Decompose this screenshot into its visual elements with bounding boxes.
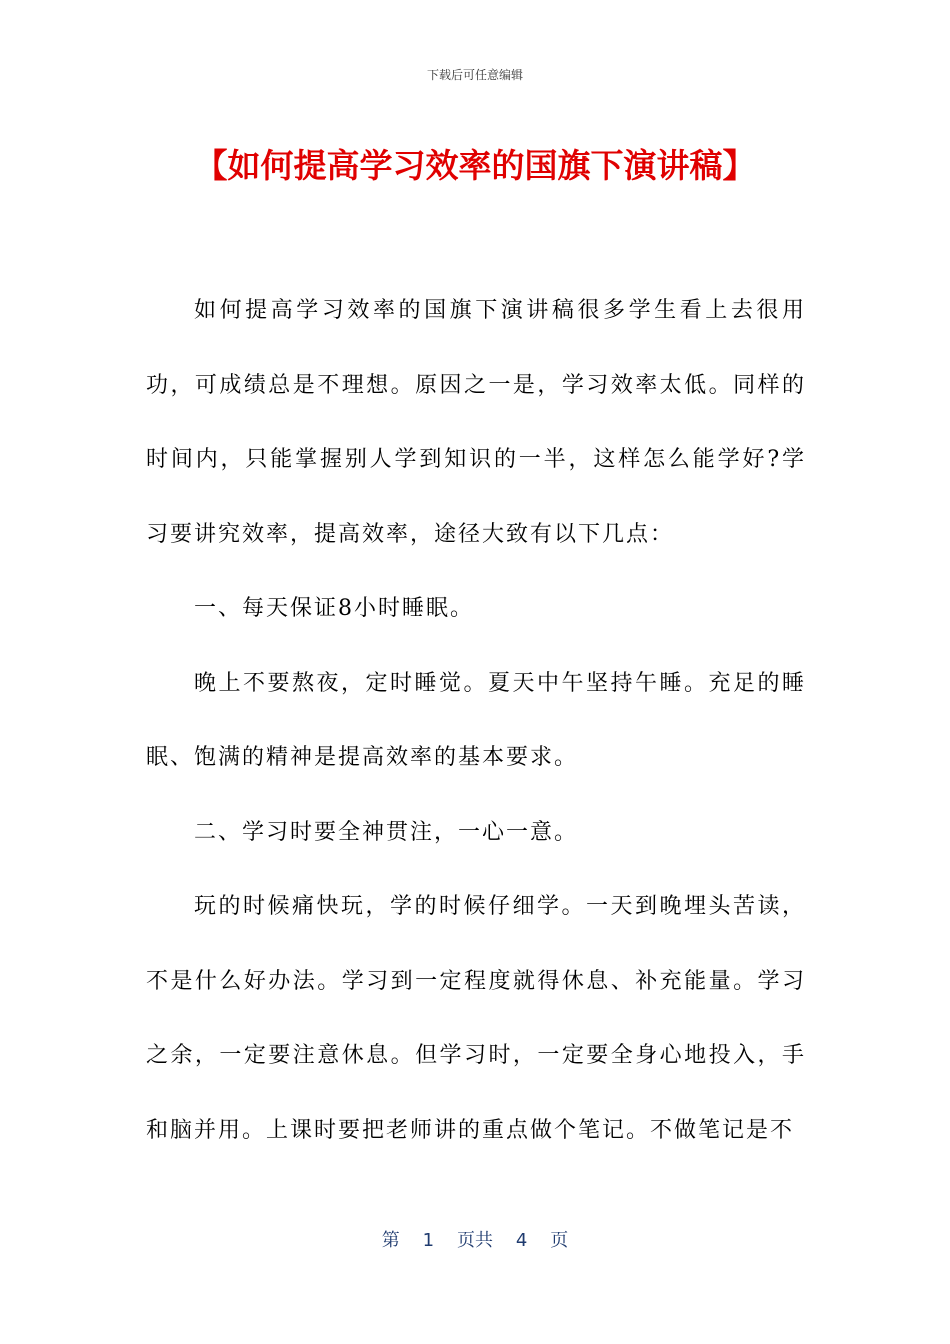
- footer-label-of: 页共: [457, 1230, 493, 1251]
- footer-current-page: 1: [422, 1230, 435, 1251]
- paragraph-point-one-body: 晚上不要熬夜，定时睡觉。夏天中午坚持午睡。充足的睡眠、饱满的精神是提高效率的基本要求。: [146, 670, 806, 770]
- paragraph-point-two-body: 玩的时候痛快玩，学的时候仔细学。一天到晚埋头苦读，不是什么好办法。学习到一定程度就得休息、补充能量。学习之余，一定要注意休息。但学习时，一定要全身心地投入，手和脑并用。上课时要把老师讲的重点做个笔记。不做笔记是不: [146, 894, 806, 1143]
- paragraph-intro: 如何提高学习效率的国旗下演讲稿很多学生看上去很用功，可成绩总是不理想。原因之一是，学习效率太低。同样的时间内，只能掌握别人学到知识的一半，这样怎么能学好?学习要讲究效率，提高效率，途径大致有以下几点：: [146, 298, 806, 547]
- paragraph-point-two-heading: 二、学习时要全神贯注，一心一意。: [194, 819, 579, 845]
- page-header-note: 下载后可任意编辑: [426, 68, 523, 82]
- footer-label-end: 页: [550, 1230, 569, 1251]
- document-body: [146, 274, 806, 1168]
- footer-label-page: 第: [381, 1230, 400, 1251]
- document-title: 【如何提高学习效率的国旗下演讲稿】: [194, 146, 756, 185]
- page-footer: [0, 1226, 950, 1252]
- paragraph-point-one-heading: 一、每天保证8小时睡眠。: [194, 596, 474, 621]
- footer-total-pages: 4: [515, 1230, 528, 1251]
